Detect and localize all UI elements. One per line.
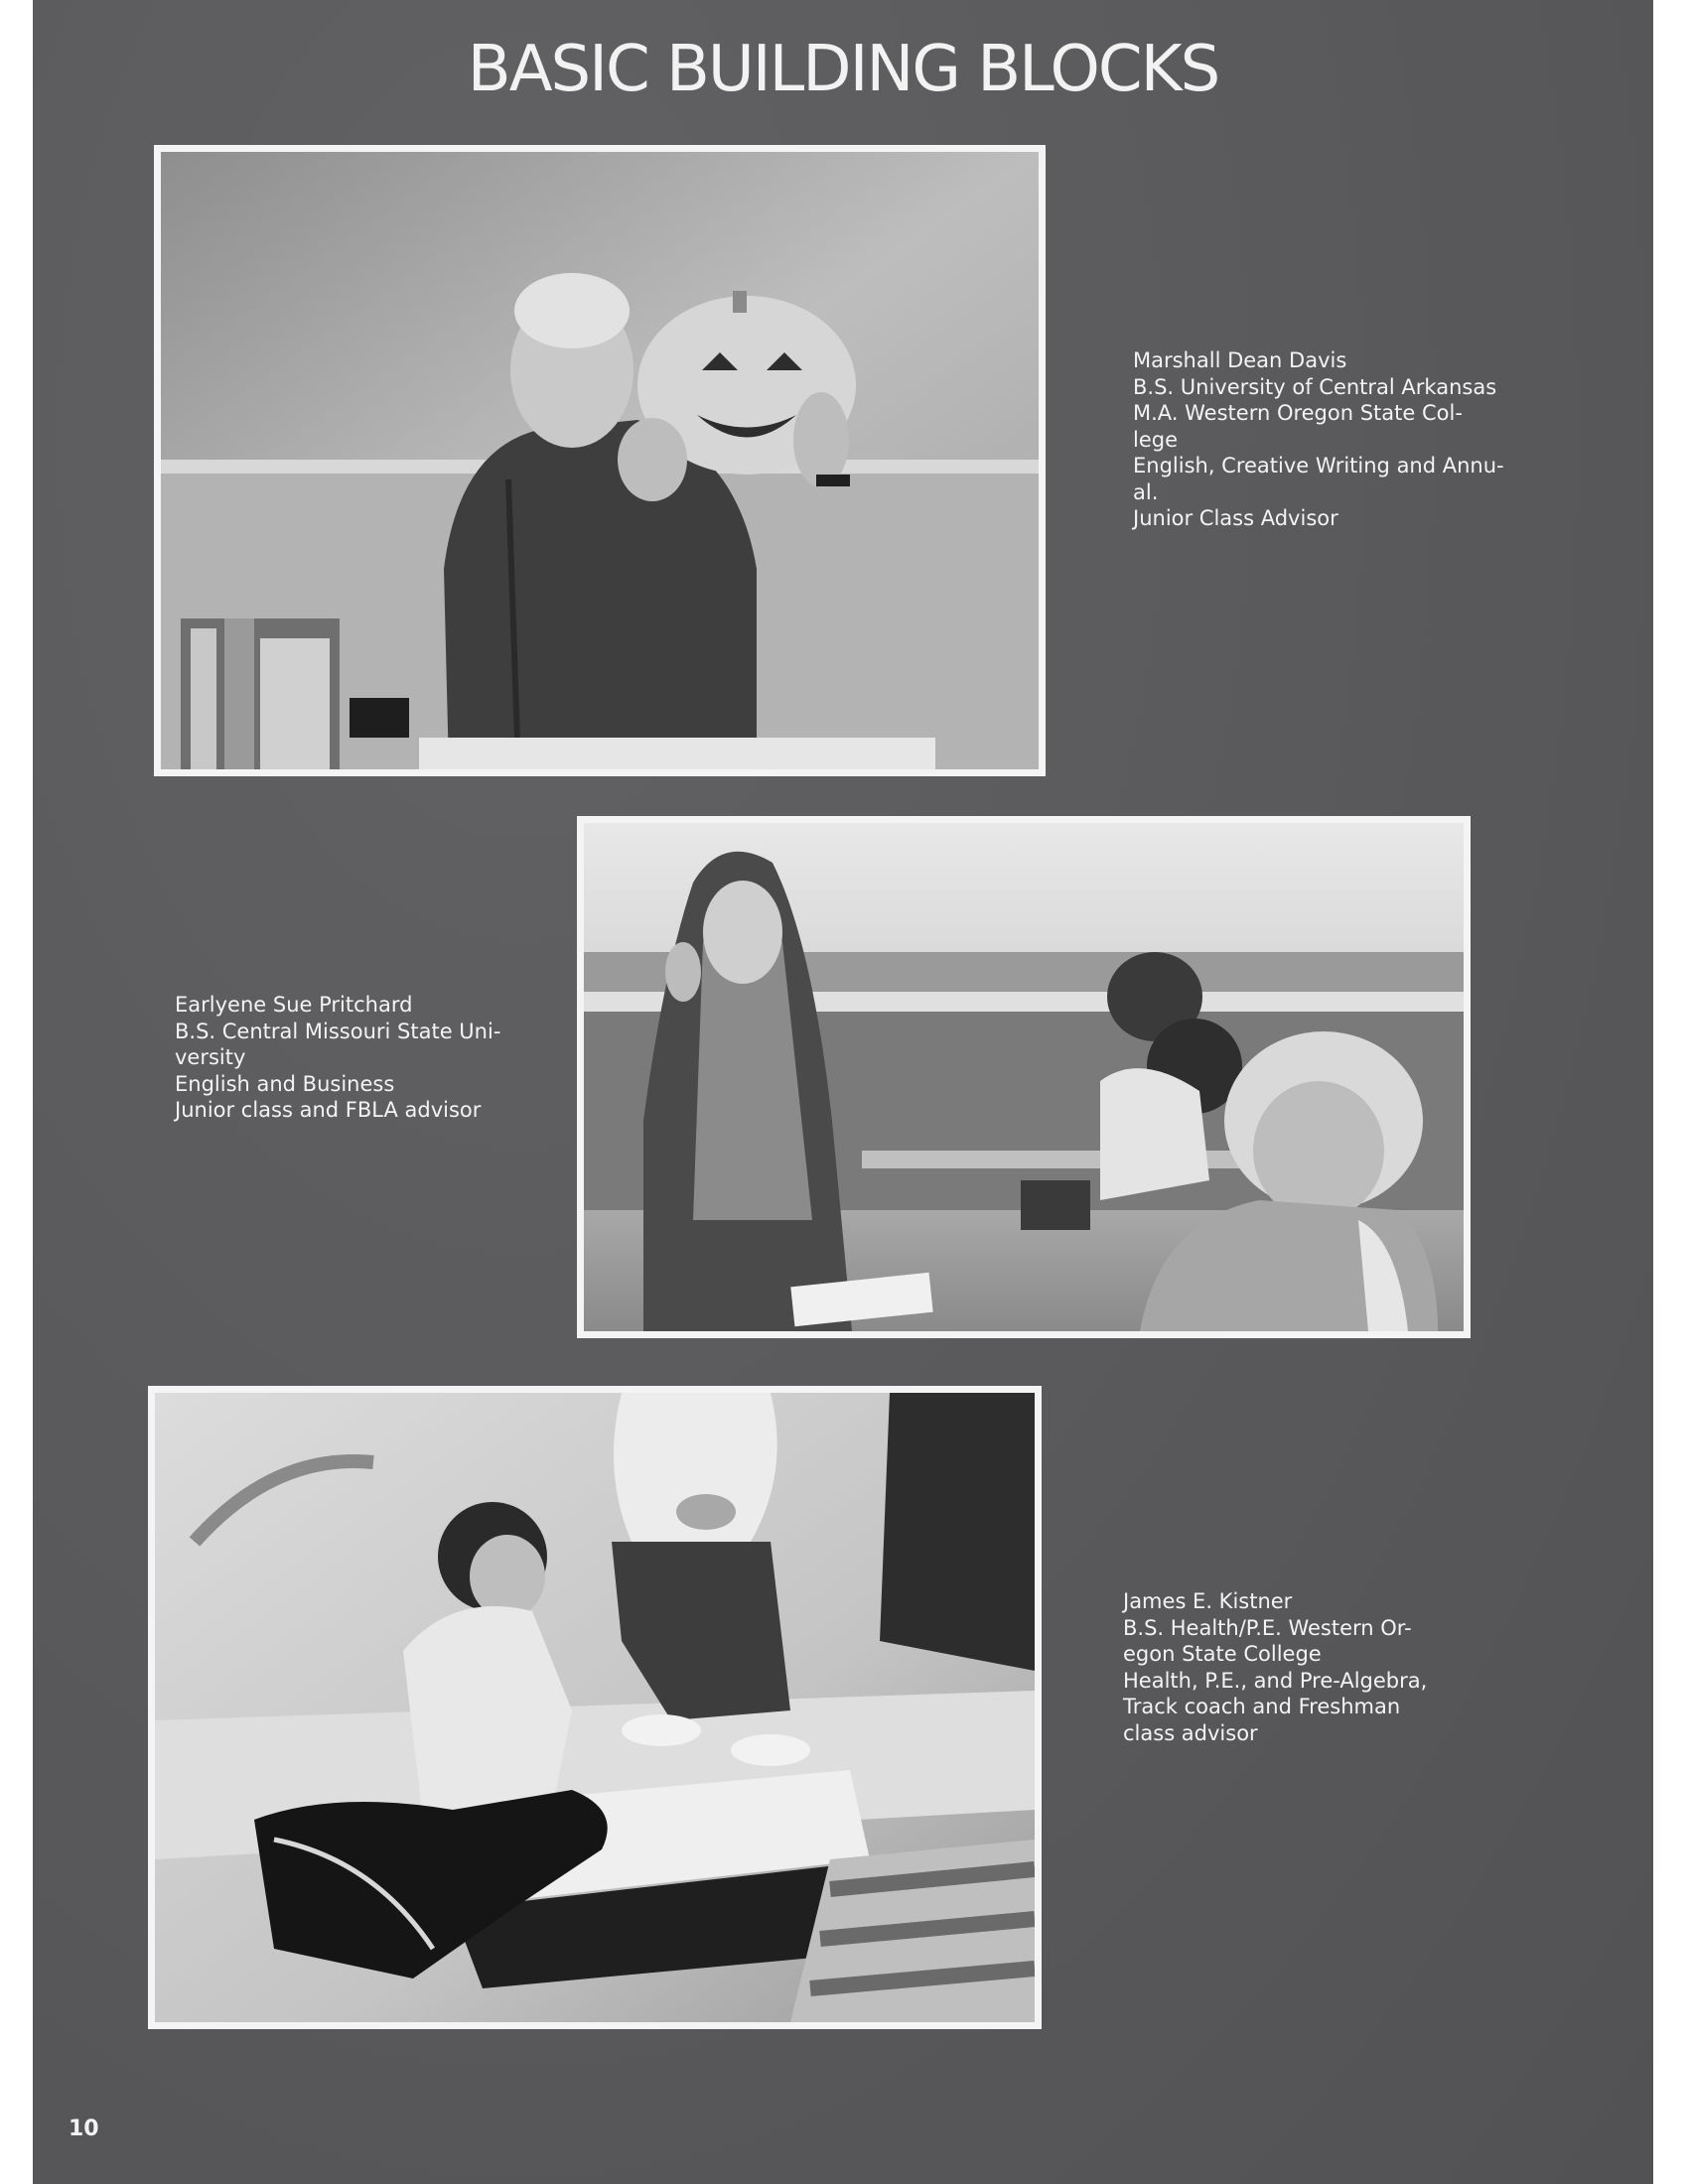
yearbook-page [33,0,1653,2184]
caption-line: class advisor [1123,1720,1258,1745]
caption-line: versity [175,1045,246,1069]
caption-line: Marshall Dean Davis [1133,348,1347,372]
caption-line: B.S. University of Central Arkansas [1133,374,1497,399]
photo-teacher-in-classroom [577,816,1471,1338]
caption-line: lege [1133,427,1179,452]
caption-line: al. [1133,479,1159,504]
page-number: 10 [69,2116,99,2141]
page-title: BASIC BUILDING BLOCKS [467,33,1219,106]
caption-line: Track coach and Freshman [1123,1695,1401,1718]
photo-teacher-in-gym [148,1386,1042,2029]
caption-line: egon State College [1123,1642,1322,1666]
caption-earlyene-pritchard [175,992,500,1124]
photo-image [155,1393,1035,2022]
photo-image [584,823,1464,1331]
caption-james-kistner [1123,1588,1427,1746]
caption-line: Junior Class Advisor [1133,506,1338,530]
caption-marshall-davis [1133,347,1504,532]
caption-line: Earlyene Sue Pritchard [175,993,413,1017]
caption-line: Junior class and FBLA advisor [175,1098,482,1122]
caption-line: English and Business [175,1071,395,1096]
photo-teacher-with-pumpkin [154,145,1046,776]
caption-line: B.S. Central Missouri State Uni- [175,1019,501,1043]
caption-line: B.S. Health/P.E. Western Or- [1123,1615,1412,1640]
photo-image [161,152,1039,769]
caption-line: James E. Kistner [1123,1589,1293,1613]
caption-line: M.A. Western Oregon State Col- [1133,401,1463,425]
caption-line: English, Creative Writing and Annu- [1133,454,1504,478]
caption-line: Health, P.E., and Pre-Algebra, [1123,1668,1428,1693]
